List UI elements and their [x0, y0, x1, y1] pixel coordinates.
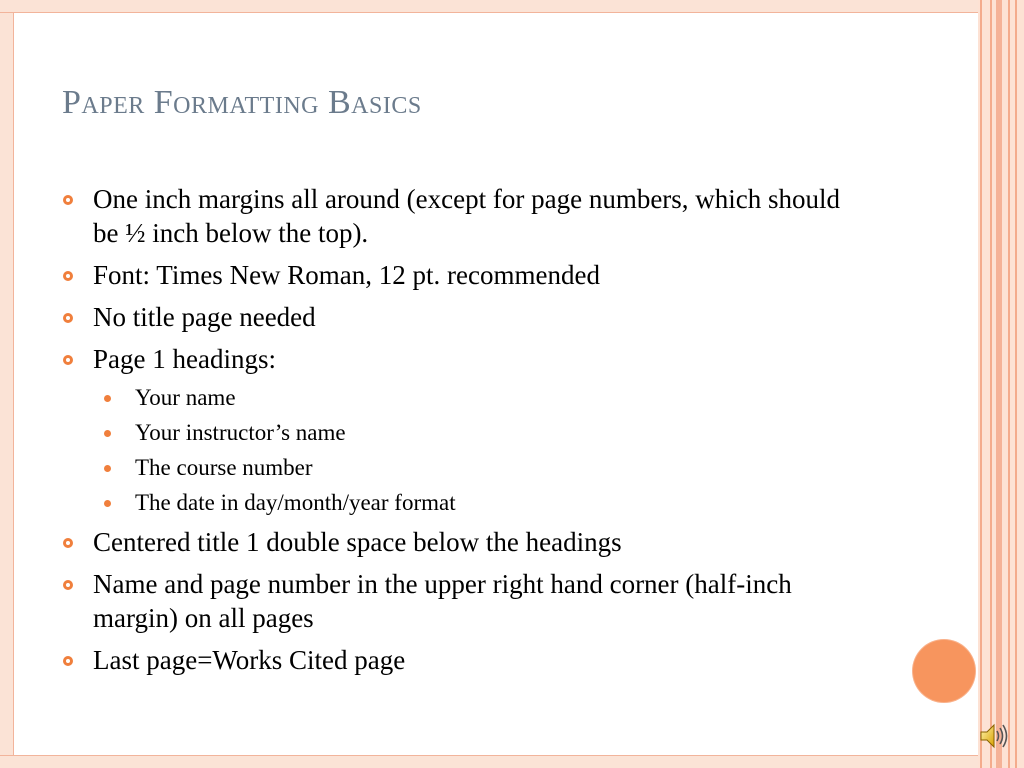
sub-bullet-item — [62, 488, 862, 517]
sub-bullet-text: The course number — [135, 455, 313, 480]
bullet-item — [62, 300, 862, 334]
speaker-icon[interactable] — [978, 720, 1010, 752]
frame-right-stripe — [990, 0, 992, 768]
bullet-text: Centered title 1 double space below the headings — [93, 527, 622, 557]
bullet-item — [62, 182, 862, 250]
orange-ring-bullet-icon — [63, 271, 73, 281]
orange-ring-bullet-icon — [63, 538, 73, 548]
sub-bullet-text: Your instructor’s name — [135, 420, 346, 445]
sub-bullet-item — [62, 418, 862, 447]
orange-dot-bullet-icon — [104, 465, 111, 472]
bullet-text: One inch margins all around (except for page numbers, which should be ½ inch below the top). — [93, 184, 841, 248]
sub-bullet-item — [62, 453, 862, 482]
frame-right-stripe — [1008, 0, 1010, 768]
sub-bullet-text: Your name — [135, 385, 236, 410]
bullet-item — [62, 342, 862, 517]
frame-bottom-border — [0, 755, 980, 768]
bullet-list — [62, 182, 862, 685]
sub-bullet-text: The date in day/month/year format — [135, 490, 456, 515]
bullet-item — [62, 643, 862, 677]
bullet-text: Page 1 headings: — [93, 344, 276, 374]
orange-dot-bullet-icon — [104, 500, 111, 507]
orange-ring-bullet-icon — [63, 355, 73, 365]
frame-top-border — [0, 0, 980, 13]
frame-right-stripe — [980, 0, 982, 768]
speaker-icon-graphic — [978, 720, 1010, 752]
orange-ring-bullet-icon — [63, 580, 73, 590]
sub-bullet-item — [62, 383, 862, 412]
frame-right-stripe — [996, 0, 1002, 768]
bullet-text: Font: Times New Roman, 12 pt. recommended — [93, 260, 600, 290]
bullet-item — [62, 567, 862, 635]
orange-ring-bullet-icon — [63, 656, 73, 666]
bullet-item — [62, 258, 862, 292]
slide-title: Paper Formatting Basics — [62, 84, 422, 121]
bullet-item — [62, 525, 862, 559]
orange-ring-bullet-icon — [63, 313, 73, 323]
bullet-text: No title page needed — [93, 302, 316, 332]
orange-ring-bullet-icon — [63, 195, 73, 205]
bullet-text: Last page=Works Cited page — [93, 645, 406, 675]
bullet-text: Name and page number in the upper right hand corner (half-inch margin) on all pages — [93, 569, 792, 633]
orange-dot-bullet-icon — [104, 395, 111, 402]
frame-right-stripe — [1015, 0, 1017, 768]
orange-dot-bullet-icon — [104, 430, 111, 437]
sub-bullet-list — [93, 383, 862, 517]
frame-left-border — [0, 0, 14, 768]
orange-circle-icon — [913, 640, 975, 702]
